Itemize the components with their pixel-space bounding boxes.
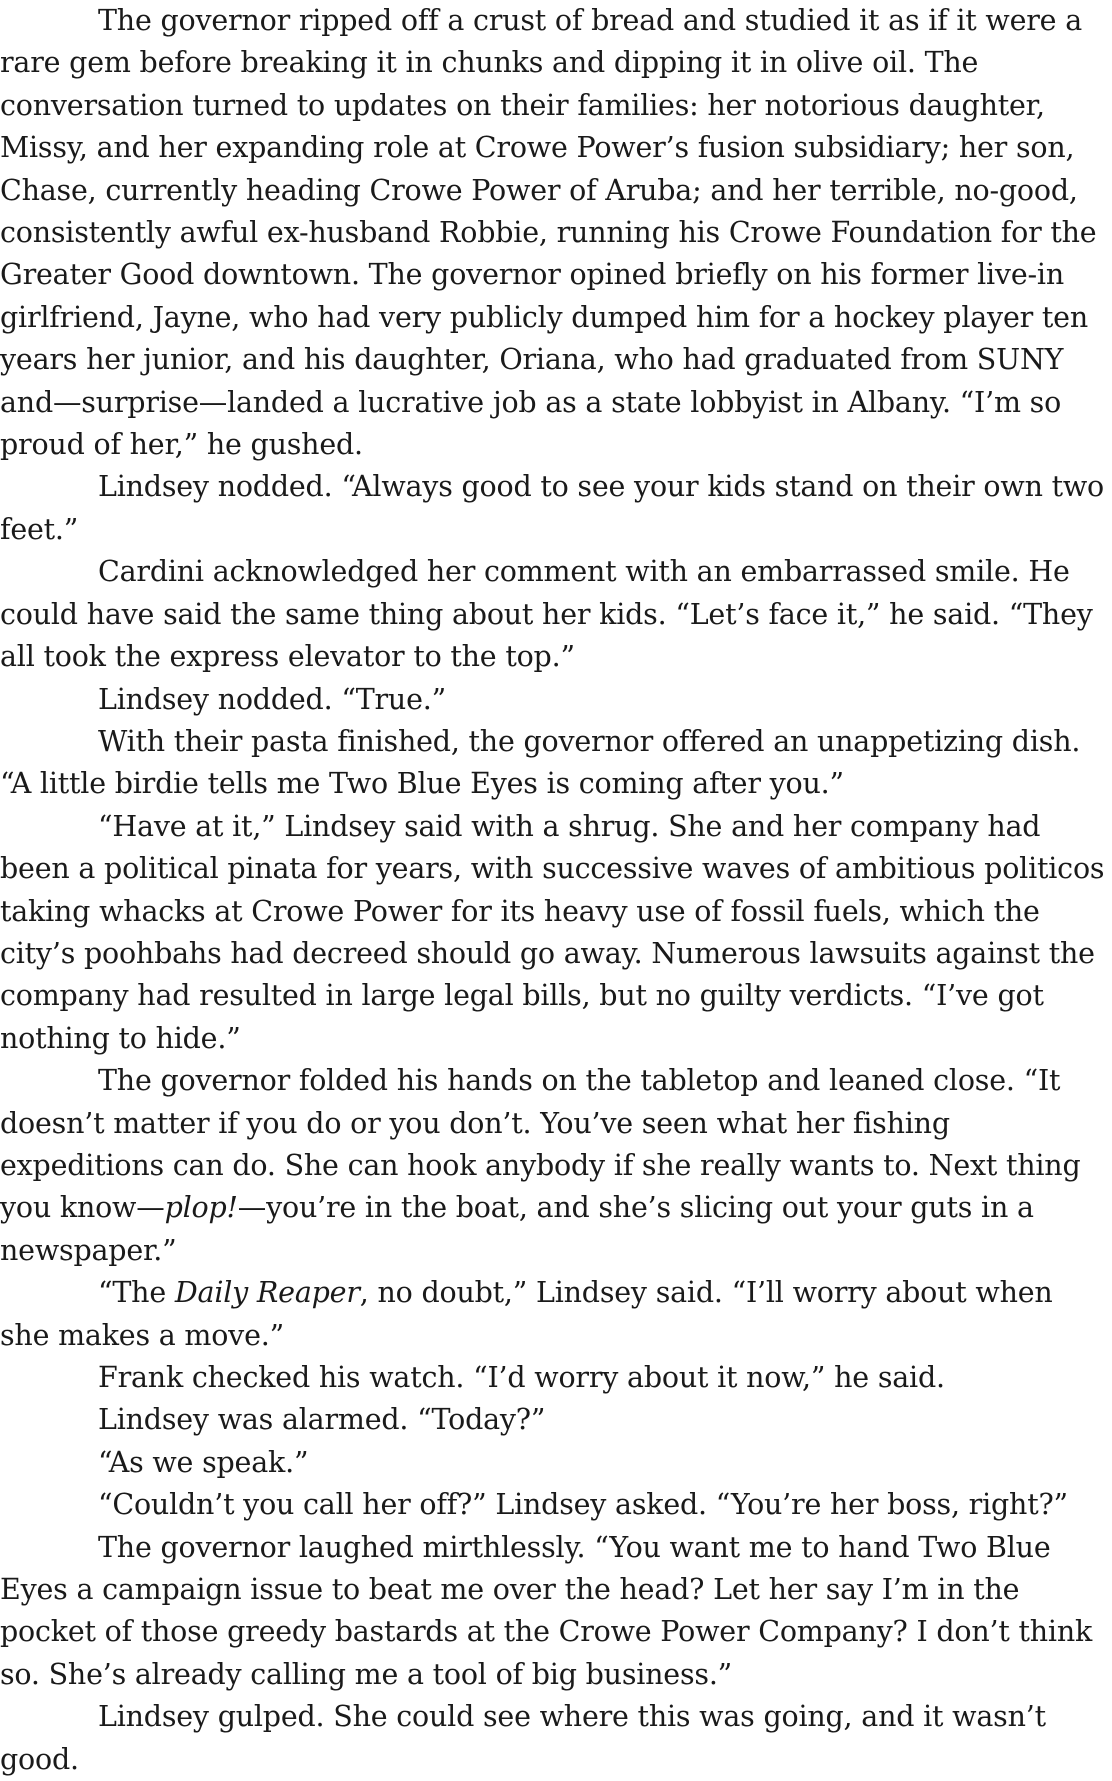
text-run: With their pasta finished, the governor offered an unappetizing dish. “A little birdie tells me Two Blue Eyes is coming after you.” <box>0 724 1081 801</box>
paragraph <box>0 1399 1110 1441</box>
text-run: “As we speak.” <box>98 1445 309 1479</box>
text-run: “The <box>98 1276 175 1310</box>
paragraph <box>0 1484 1110 1526</box>
paragraph <box>0 551 1110 678</box>
paragraph <box>0 1442 1110 1484</box>
paragraph <box>0 806 1110 1060</box>
text-run: “Couldn’t you call her off?” Lindsey asked. “You’re her boss, right?” <box>98 1488 1068 1522</box>
text-run: Lindsey was alarmed. “Today?” <box>98 1403 546 1437</box>
text-run: “Have at it,” Lindsey said with a shrug. She and her company had been a political pinata for years, with successive waves of ambitious politicos taking whacks at Crowe Power for its heavy use of fossil fuels, which the city’s poohbahs had decreed should go away. Numerous lawsuits against the company had resulted in large legal bills, but no guilty verdicts. “I’ve got nothing to hide.” <box>0 809 1105 1055</box>
text-run: Cardini acknowledged her comment with an embarrassed smile. He could have said the same thing about her kids. “Let’s face it,” he said. “They all took the express elevator to the top.” <box>0 555 1093 674</box>
paragraph <box>0 679 1110 721</box>
text-run: Frank checked his watch. “I’d worry about it now,” he said. <box>98 1361 945 1394</box>
italic-text: Daily Reaper <box>174 1276 360 1310</box>
paragraph <box>0 466 1110 551</box>
paragraph <box>0 1696 1110 1781</box>
text-run: The governor folded his hands on the tabletop and leaned close. “It doesn’t matter if you do or you don’t. You’ve seen what her fishing expeditions can do. She can hook anybody if she really wants to. Next thing you know— <box>0 1064 1081 1225</box>
italic-text: plop! <box>164 1191 238 1225</box>
paragraph <box>0 1060 1110 1272</box>
paragraph <box>0 1527 1110 1697</box>
text-run: Lindsey nodded. “True.” <box>98 682 446 716</box>
text-run: —you’re in the boat, and she’s slicing out your guts in a newspaper.” <box>0 1191 1034 1267</box>
paragraph <box>0 1272 1110 1357</box>
paragraph <box>0 0 1110 466</box>
text-run: The governor laughed mirthlessly. “You want me to hand Two Blue Eyes a campaign issue to beat me over the head? Let her say I’m in the pocket of those greedy bastards at the Crowe Power Company? I don’t think so. She’s already calling me a tool of big business.” <box>0 1530 1093 1691</box>
text-run: , no doubt,” Lindsey said. “I’ll worry about when she makes a move.” <box>0 1276 1053 1352</box>
paragraph <box>0 721 1110 806</box>
text-run: The governor ripped off a crust of bread and studied it as if it were a rare gem before breaking it in chunks and dipping it in olive oil. The conversation turned to updates on their families: her notorious daughter, Missy, and her expanding role at Crowe Power’s fusion subsidiary; her son, Chase, currently heading Crowe Power of Aruba; and her terrible, no-good, consistently awful ex-husband Robbie, running his Crowe Foundation for the Greater Good downtown. The governor opined briefly on his former live-in girlfriend, Jayne, who had very publicly dumped him for a hockey player ten years her junior, and his daughter, Oriana, who had graduated from SUNY and—surprise—landed a lucrative job as a state lobbyist in Albany. “I’m so proud of her,” he gushed. <box>0 4 1097 462</box>
paragraph <box>0 1357 1110 1399</box>
text-run: Lindsey gulped. She could see where this was going, and it wasn’t good. <box>0 1700 1046 1776</box>
text-run: Lindsey nodded. “Always good to see your kids stand on their own two feet.” <box>0 470 1104 546</box>
